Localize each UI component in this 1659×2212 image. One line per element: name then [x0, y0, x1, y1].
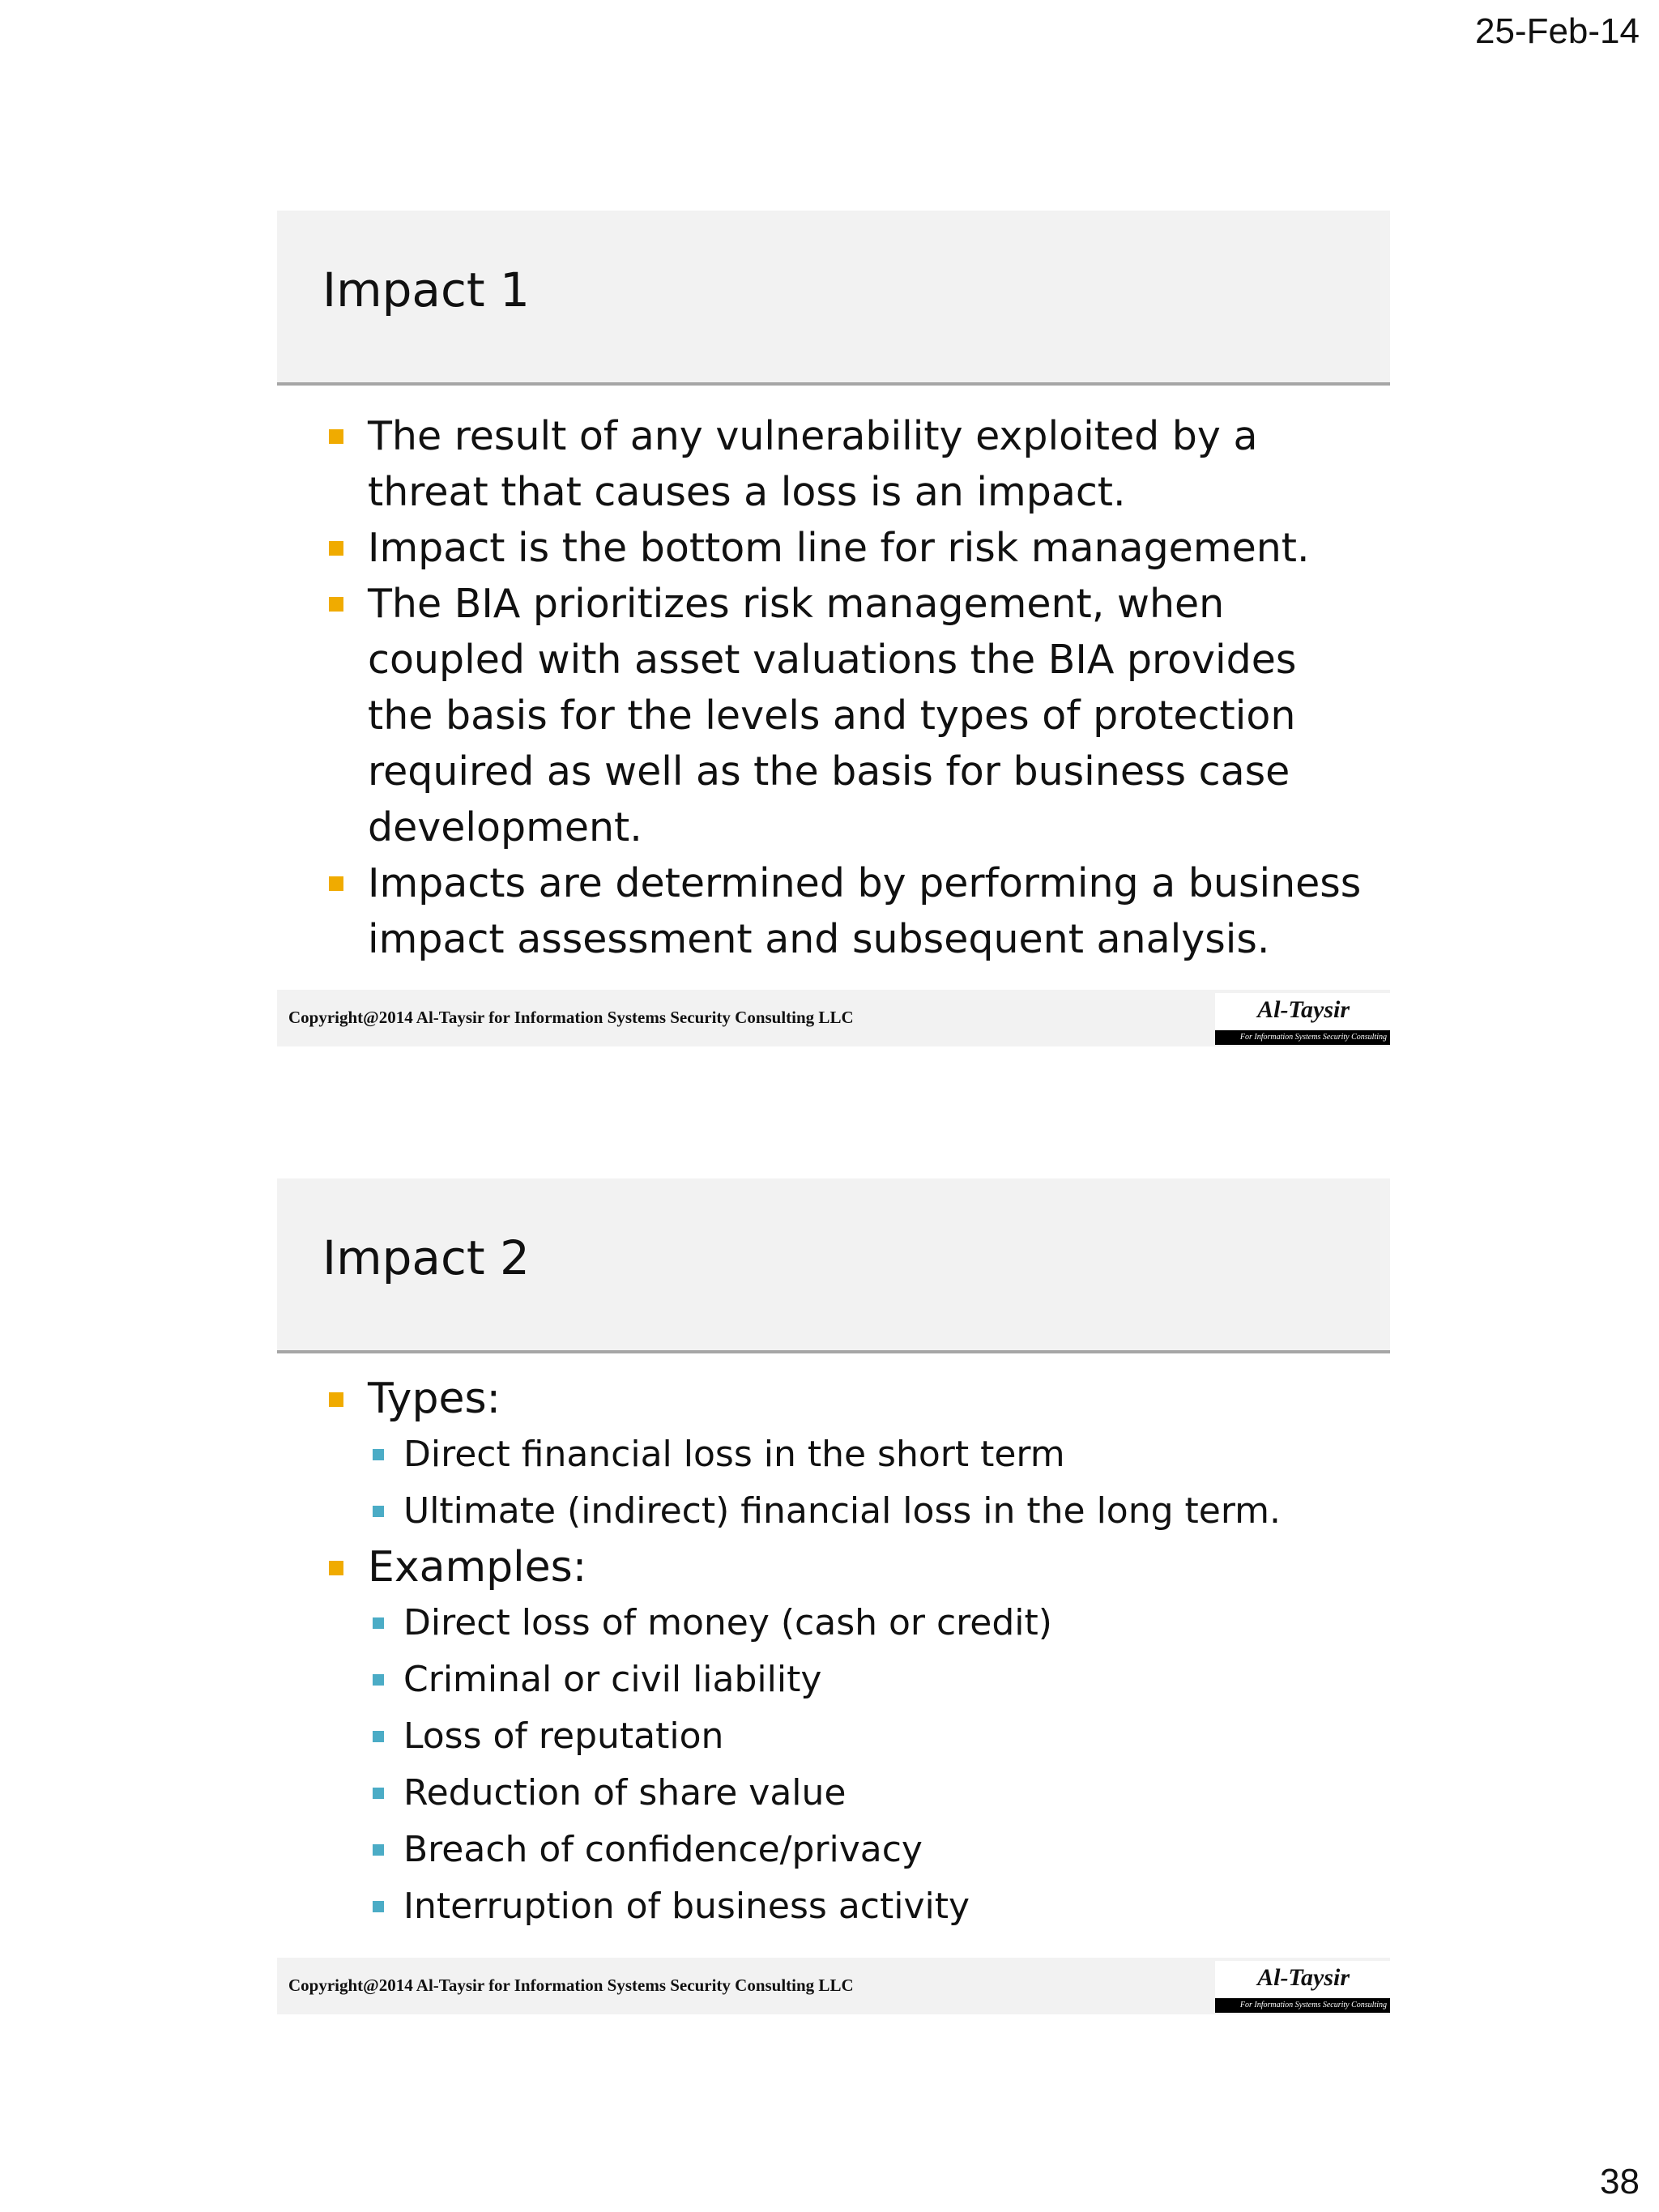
slide-footer [277, 990, 1390, 1046]
bullet-item-examples [322, 1540, 1374, 1935]
slide-title: Impact 1 [322, 262, 530, 318]
logo-name: Al-Taysir [1257, 1964, 1350, 1991]
bullet-item [322, 408, 1374, 520]
bullet-list [322, 408, 1374, 967]
slide-body [322, 1371, 1374, 1935]
page-number: 38 [1600, 2162, 1640, 2201]
sub-bullet-text: Loss of reputation [403, 1715, 724, 1757]
square-bullet-icon [329, 597, 343, 612]
sub-bullet-text: Direct financial loss in the short term [403, 1434, 1065, 1475]
slide-header [277, 211, 1390, 386]
sub-bullet-text: Criminal or civil liability [403, 1659, 822, 1700]
sub-bullet-item [368, 1878, 1374, 1935]
square-sub-bullet-icon [373, 1506, 384, 1517]
sub-bullet-text: Interruption of business activity [403, 1886, 970, 1927]
page-date: 25-Feb-14 [1474, 11, 1640, 51]
sub-bullet-text: Reduction of share value [403, 1772, 847, 1813]
square-bullet-icon [329, 876, 343, 891]
square-sub-bullet-icon [373, 1731, 384, 1742]
bullet-list [322, 1371, 1374, 1935]
sub-bullet-list [368, 1426, 1374, 1540]
sub-bullet-list [368, 1595, 1374, 1935]
square-sub-bullet-icon [373, 1674, 384, 1686]
bullet-text: The result of any vulnerability exploited by a threat that causes a loss is an impact. [368, 413, 1258, 515]
bullet-text: Examples: [368, 1543, 587, 1592]
sub-bullet-text: Breach of confidence/privacy [403, 1829, 923, 1870]
sub-bullet-item [368, 1483, 1374, 1540]
slide-impact-2 [277, 1178, 1390, 2014]
logo-tagline: For Information Systems Security Consulting [1215, 1998, 1390, 2013]
bullet-item [322, 576, 1374, 855]
square-bullet-icon [329, 1392, 343, 1407]
square-sub-bullet-icon [373, 1449, 384, 1460]
bullet-item [322, 520, 1374, 576]
slide-header [277, 1178, 1390, 1353]
al-taysir-logo [1215, 993, 1390, 1045]
sub-bullet-item [368, 1822, 1374, 1878]
sub-bullet-item [368, 1652, 1374, 1708]
sub-bullet-item [368, 1765, 1374, 1822]
slide-impact-1 [277, 211, 1390, 1046]
bullet-text: The BIA prioritizes risk management, when coupled with asset valuations the BIA provides the basis for the levels and types of protection required as well as the basis for business case development. [368, 581, 1297, 850]
bullet-item [322, 855, 1374, 967]
square-bullet-icon [329, 541, 343, 556]
square-bullet-icon [329, 1561, 343, 1575]
bullet-text: Impact is the bottom line for risk management. [368, 525, 1310, 571]
slide-footer [277, 1958, 1390, 2014]
copyright-text: Copyright@2014 Al-Taysir for Information Systems Security Consulting LLC [288, 1975, 854, 1995]
bullet-text: Impacts are determined by performing a business impact assessment and subsequent analysis. [368, 860, 1362, 962]
square-bullet-icon [329, 429, 343, 444]
logo-name: Al-Taysir [1257, 996, 1350, 1023]
sub-bullet-text: Direct loss of money (cash or credit) [403, 1602, 1052, 1643]
slide-title: Impact 2 [322, 1230, 530, 1285]
square-sub-bullet-icon [373, 1617, 384, 1629]
sub-bullet-text: Ultimate (indirect) financial loss in the long term. [403, 1490, 1282, 1532]
bullet-text: Types: [368, 1375, 501, 1423]
sub-bullet-item [368, 1595, 1374, 1652]
logo-tagline: For Information Systems Security Consulting [1215, 1030, 1390, 1045]
square-sub-bullet-icon [373, 1844, 384, 1856]
bullet-item-types [322, 1371, 1374, 1540]
sub-bullet-item [368, 1708, 1374, 1765]
square-sub-bullet-icon [373, 1788, 384, 1799]
slide-body [322, 408, 1374, 967]
copyright-text: Copyright@2014 Al-Taysir for Information Systems Security Consulting LLC [288, 1008, 854, 1027]
square-sub-bullet-icon [373, 1901, 384, 1912]
al-taysir-logo [1215, 1961, 1390, 2013]
sub-bullet-item [368, 1426, 1374, 1483]
